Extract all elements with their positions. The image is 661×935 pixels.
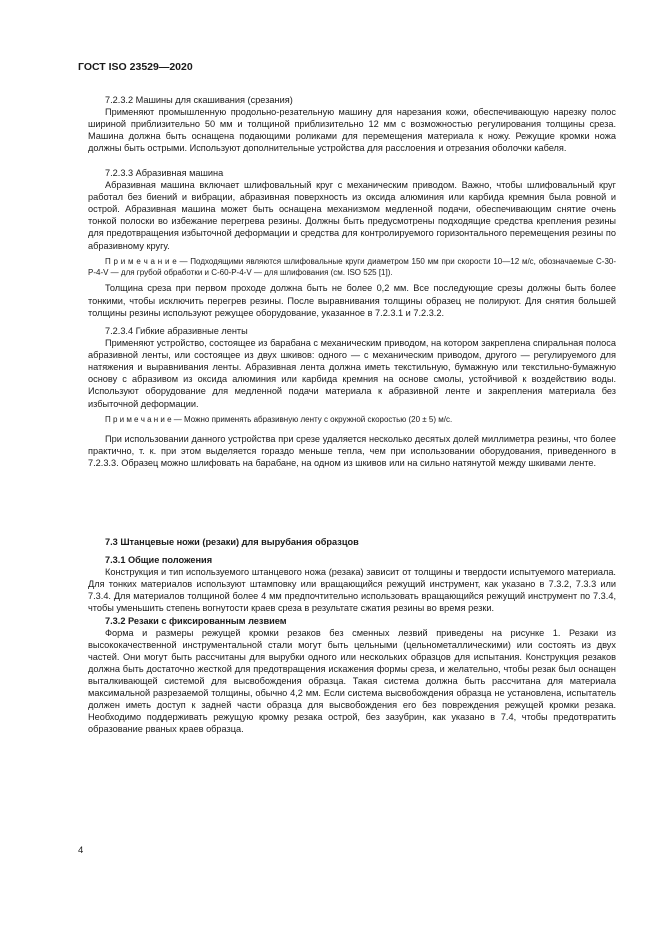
paragraph-7-2-3-3-cont: Толщина среза при первом проходе должна быть не более 0,2 мм. Все последующие срезы должны быть более тонкими, чтобы исключить перегрев резины. После выравнивания толщины образец не полируют. Для снятия большей толщины резины используют режущее оборудование, указанное в 7.2.3.1 и 7.2.3.2. (88, 283, 616, 318)
section-7-2-3-2 (88, 94, 616, 154)
note-label: П р и м е ч а н и е (105, 414, 172, 424)
heading-7-2-3-3: 7.2.3.3 Абразивная машина (105, 168, 224, 178)
note-7-2-3-3 (88, 256, 616, 279)
heading-7-2-3-2: 7.2.3.2 Машины для скашивания (срезания) (105, 95, 293, 105)
paragraph-7-2-3-4: Применяют устройство, состоящее из барабана с механическим приводом, на котором закреплена спиральная полоса абразивной ленты, или состоящее из двух шкивов: одного — с механическим приводом, другого — регулируемого для натяжения и выравнивания ленты. Абразивная лента должна иметь текстильную, бумажную или текстильно-бумажную основу с абразивом из оксида алюминия или карбида кремния на основе смолы, устойчивой к воздействию воды. Используют оборудование для медленной подачи материала к абразивной ленте и закрепления материала без избыточной деформации. (88, 338, 616, 409)
heading-7-2-3-4: 7.2.3.4 Гибкие абразивные ленты (105, 326, 248, 336)
heading-7-3-1: 7.3.1 Общие положения (105, 555, 213, 566)
heading-7-3-2: 7.3.2 Резаки с фиксированным лезвием (105, 615, 287, 626)
document-header: ГОСТ ISO 23529—2020 (78, 61, 193, 73)
page-number: 4 (78, 845, 84, 856)
paragraph-7-2-3-2: Применяют промышленную продольно-резательную машину для нарезания кожи, обеспечивающую нарезку полос шириной приблизительно 50 мм и толщиной приблизительно 12 мм с возможностью регулирования толщины среза. Машина должна быть оснащена подающими роликами для перемещения материала к ножу. Режущие кромки ножа должны быть острыми. Используют дополнительные устройства для расслоения и отрезания оболочки кабеля. (88, 107, 616, 154)
section-7-3 (88, 536, 616, 736)
note-text: — Подходящими являются шлифовальные круги диаметром 150 мм при скорости 10—12 м/с, обозначаемые С-30-Р-4-V — для грубой обработки и С-60-Р-4-V — для шлифования (см. ISO 525 [1]). (88, 256, 617, 278)
section-7-2-3-4 (88, 325, 616, 469)
paragraph-7-3-1: Конструкция и тип используемого штанцевого ножа (резака) зависит от толщины и твердости испытуемого материала. Для тонких материалов используют штамповку или вращающийся режущий инструмент, как указано в 7.3.2, 7.3.3 или 7.3.4. Для материалов толщиной более 4 мм предпочтительно использовать вращающийся режущий инструмент по 7.3.4, чтобы уменьшить степень вогнутости краев среза в результате сжатия резины во время резки. (88, 567, 616, 614)
note-7-2-3-4 (88, 414, 616, 425)
note-text: — Можно применять абразивную ленту с окружной скоростью (20 ± 5) м/с. (171, 414, 453, 424)
paragraph-7-3-2: Форма и размеры режущей кромки резаков без сменных лезвий приведены на рисунке 1. Резаки из высококачественной инструментальной стали могут быть цельными (цельнометаллическими) или состоять из двух частей. Они могут быть рассчитаны для вырубки одного или нескольких образцов для испытания. Конструкция резаков должна быть достаточно жесткой для предотвращения искажения формы среза, и желательно, чтобы резак был оснащен выталкивающей системой для высвобождения образца. Такая система должна быть рассчитана для материала максимальной разрезаемой толщины, обычно 4,2 мм. Если система высвобождения образца не установлена, испытатель должен иметь доступ к задней части образца для высвобождения его без повреждения режущей кромки резака. Необходимо поддерживать режущую кромку резака острой, без зазубрин, как указано в 7.4, чтобы предотвратить образование рваных краев образца. (88, 627, 616, 735)
paragraph-7-2-3-3: Абразивная машина включает шлифовальный круг с механическим приводом. Важно, чтобы шлифовальный круг работал без биений и вибрации, абразивная поверхность из оксида алюминия или карбида кремния была ровной и острой. Абразивная машина может быть оснащена механизмом медленной подачи, обеспечивающим снятие очень тонкой полоски во избежание перегрева резины. Должны быть предусмотрены подходящие средства крепления резины для предотвращения избыточной деформации и средства для контролируемого горизонтального перемещения резины по абразивному кругу. (88, 180, 616, 251)
note-label: П р и м е ч а н и е (105, 256, 177, 266)
heading-7-3: 7.3 Штанцевые ножи (резаки) для вырубания образцов (105, 537, 359, 547)
section-7-2-3-3 (88, 167, 616, 319)
paragraph-7-2-3-4-cont: При использовании данного устройства при срезе удаляется несколько десятых долей миллиметра резины, что более практично, т. к. при этом выделяется гораздо меньше тепла, чем при использовании оборудования, приведенного в 7.2.3.3. Образец можно шлифовать на барабане, на одном из шкивов или на сильно натянутой между шкивами ленте. (88, 434, 616, 469)
